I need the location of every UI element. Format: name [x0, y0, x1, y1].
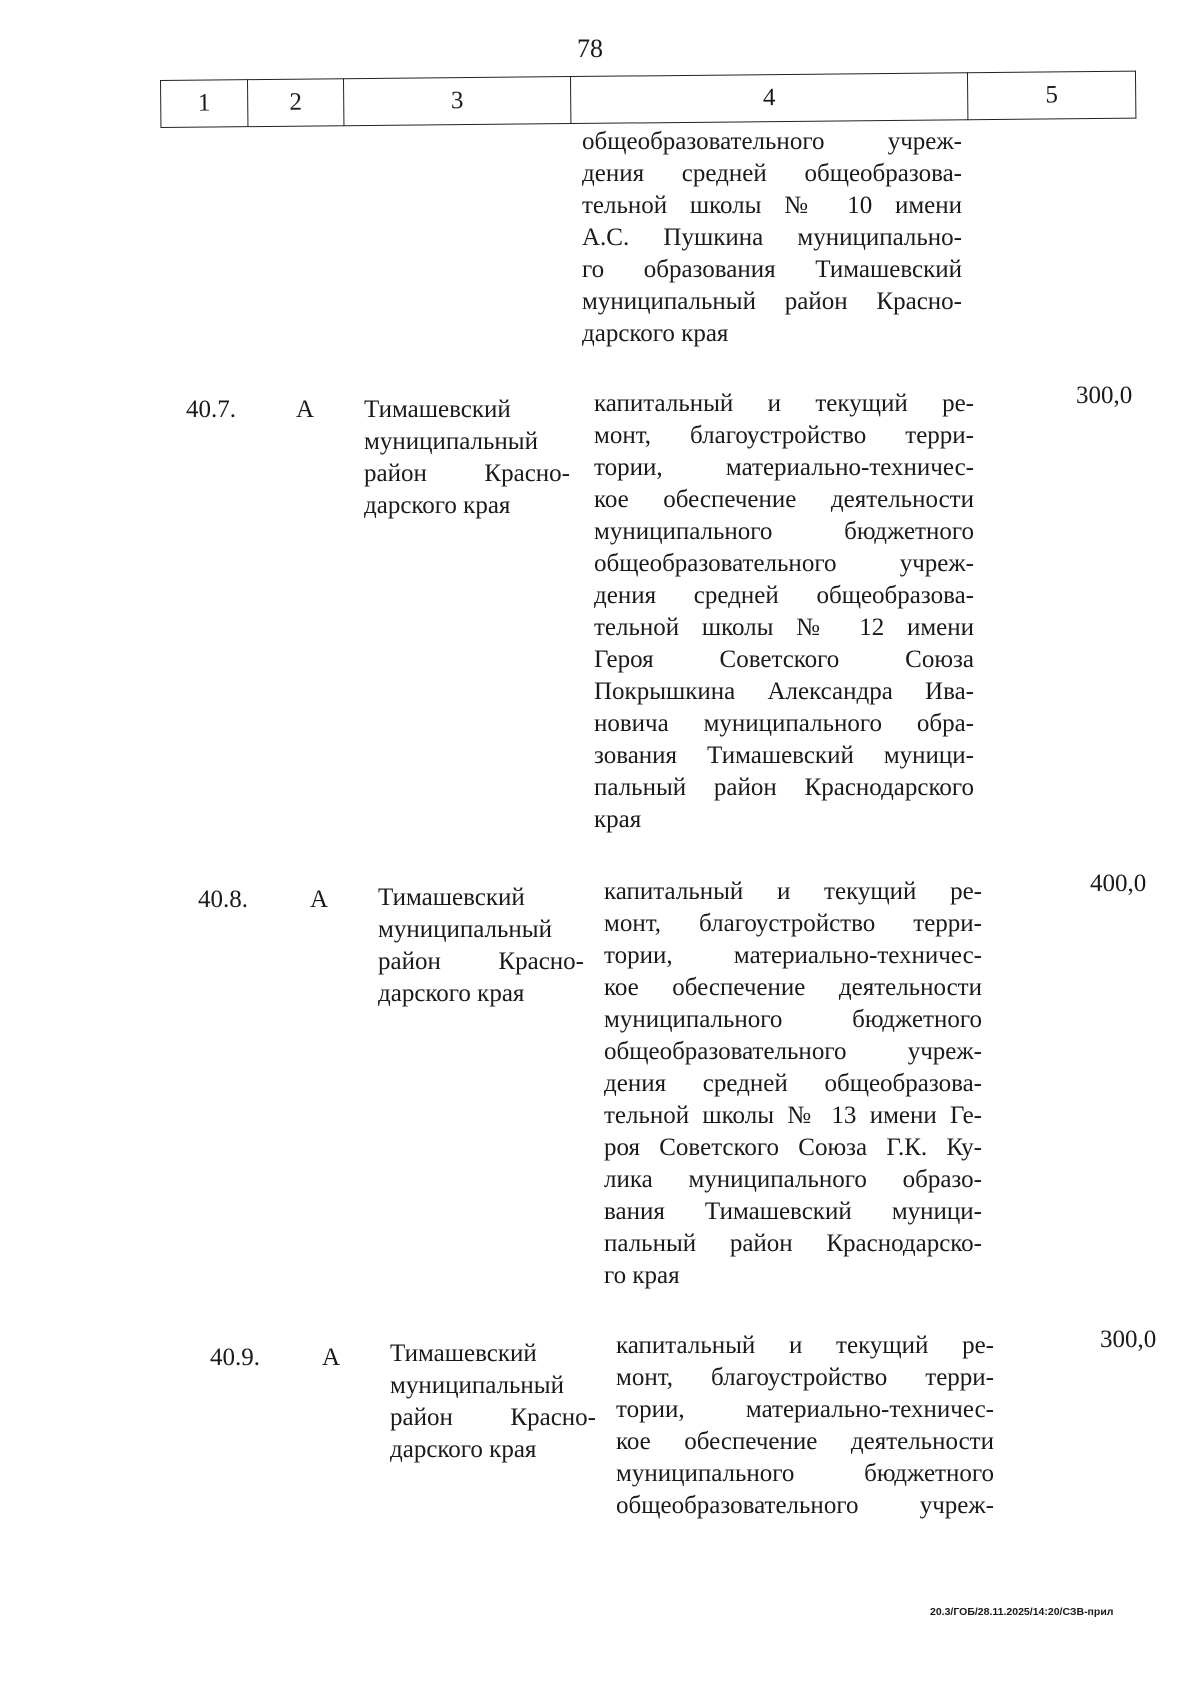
- row-letter: А: [296, 396, 315, 423]
- text-line: район Красно-: [378, 948, 584, 975]
- text-line: края: [594, 806, 642, 833]
- row-description: [594, 388, 974, 836]
- text-line: тории, материально-техничес-: [604, 942, 982, 969]
- text-line: дения средней общеобразова-: [604, 1070, 982, 1097]
- text-line: муниципального бюджетного: [616, 1460, 994, 1487]
- text-line: кое обеспечение деятельности: [616, 1428, 994, 1455]
- text-line: го образования Тимашевский: [582, 256, 962, 283]
- text-line: общеобразовательного учреж-: [616, 1492, 994, 1519]
- text-line: пальный район Краснодарско-: [604, 1230, 982, 1257]
- text-line: Покрышкина Александра Ива-: [594, 678, 974, 705]
- text-line: Тимашевский: [390, 1340, 537, 1367]
- header-cell-2: 2: [248, 78, 344, 127]
- header-cell-4: 4: [571, 72, 968, 124]
- text-line: вания Тимашевский муници-: [604, 1198, 982, 1225]
- text-line: муниципального бюджетного: [594, 518, 974, 545]
- page-number: 78: [577, 34, 603, 63]
- text-line: монт, благоустройство терри-: [594, 422, 974, 449]
- row-amount: 400,0: [1090, 870, 1147, 897]
- text-line: дарского края: [390, 1436, 537, 1463]
- text-line: дения средней общеобразова-: [594, 582, 974, 609]
- text-line: зования Тимашевский муници-: [594, 742, 974, 769]
- header-cell-1: 1: [160, 79, 248, 128]
- document-code: 20.3/ГОБ/28.11.2025/14:20/СЗВ-прил: [930, 1606, 1114, 1618]
- text-line: общеобразовательного учреж-: [604, 1038, 982, 1065]
- row-number: 40.7.: [186, 396, 236, 423]
- text-line: Тимашевский: [378, 884, 525, 911]
- text-line: дарского края: [582, 320, 729, 347]
- text-line: новича муниципального обра-: [594, 710, 974, 737]
- row-number: 40.8.: [198, 886, 248, 913]
- text-line: дарского края: [364, 492, 511, 519]
- text-line: роя Советского Союза Г.К. Ку-: [604, 1134, 982, 1161]
- continuation-description: [582, 126, 962, 350]
- text-line: общеобразовательного учреж-: [594, 550, 974, 577]
- row-region: [378, 882, 584, 1010]
- text-line: капитальный и текущий ре-: [616, 1332, 994, 1359]
- text-line: Тимашевский: [364, 396, 511, 423]
- header-cell-5: 5: [968, 71, 1136, 121]
- text-line: тельной школы № 13 имени Ге-: [604, 1102, 982, 1129]
- text-line: район Красно-: [390, 1404, 596, 1431]
- text-line: тории, материально-техничес-: [594, 454, 974, 481]
- text-line: Героя Советского Союза: [594, 646, 974, 673]
- text-line: муниципального бюджетного: [604, 1006, 982, 1033]
- header-cell-3: 3: [344, 76, 571, 126]
- row-letter: А: [322, 1344, 341, 1371]
- text-line: тельной школы № 10 имени: [582, 192, 962, 219]
- row-region: [390, 1338, 596, 1466]
- text-line: муниципальный: [378, 916, 552, 943]
- row-letter: А: [310, 886, 329, 913]
- text-line: тории, материально-техничес-: [616, 1396, 994, 1423]
- text-line: муниципальный: [364, 428, 538, 455]
- text-line: тельной школы № 12 имени: [594, 614, 974, 641]
- row-description: [616, 1330, 994, 1522]
- row-amount: 300,0: [1076, 382, 1133, 409]
- row-amount: 300,0: [1100, 1326, 1157, 1353]
- text-line: капитальный и текущий ре-: [594, 390, 974, 417]
- table-header-row: [160, 71, 1136, 128]
- text-line: дения средней общеобразова-: [582, 160, 962, 187]
- row-number: 40.9.: [210, 1344, 260, 1371]
- text-line: дарского края: [378, 980, 525, 1007]
- text-line: А.С. Пушкина муниципально-: [582, 224, 962, 251]
- row-description: [604, 876, 982, 1292]
- text-line: го края: [604, 1262, 680, 1289]
- text-line: пальный район Краснодарского: [594, 774, 974, 801]
- text-line: кое обеспечение деятельности: [604, 974, 982, 1001]
- text-line: муниципальный: [390, 1372, 564, 1399]
- text-line: лика муниципального образо-: [604, 1166, 982, 1193]
- text-line: кое обеспечение деятельности: [594, 486, 974, 513]
- text-line: общеобразовательного учреж-: [582, 128, 962, 155]
- text-line: монт, благоустройство терри-: [616, 1364, 994, 1391]
- row-region: [364, 394, 570, 522]
- text-line: монт, благоустройство терри-: [604, 910, 982, 937]
- text-line: муниципальный район Красно-: [582, 288, 962, 315]
- text-line: район Красно-: [364, 460, 570, 487]
- text-line: капитальный и текущий ре-: [604, 878, 982, 905]
